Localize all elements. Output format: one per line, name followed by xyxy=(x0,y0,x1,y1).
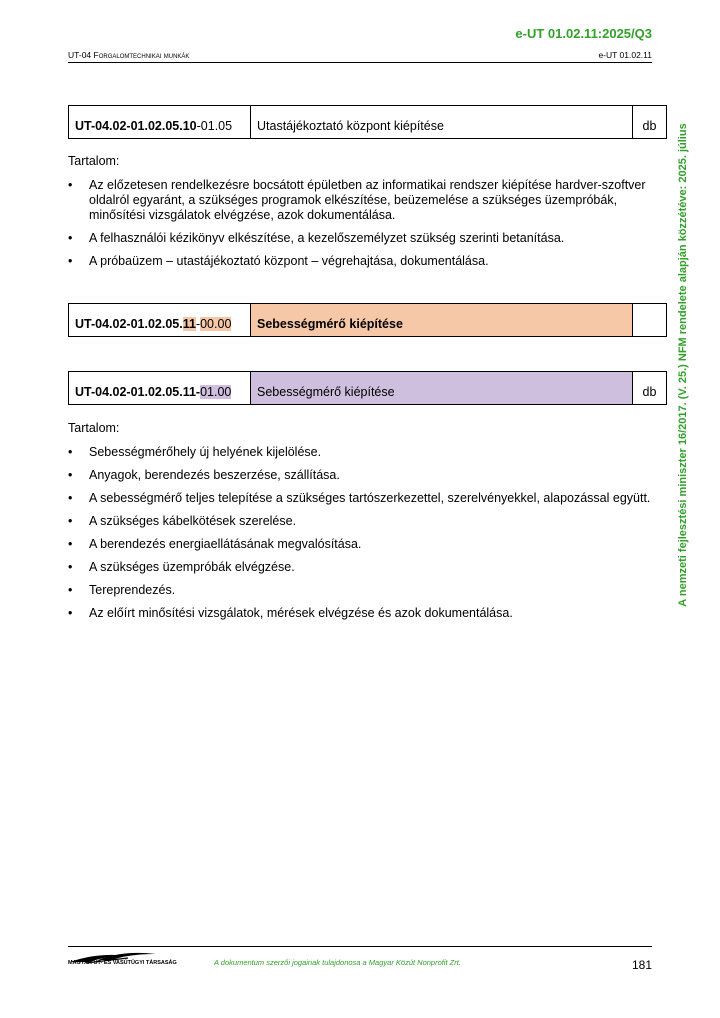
item-code-suffix: -01.05 xyxy=(196,119,233,133)
content-list-1 xyxy=(68,178,653,269)
item-row-3 xyxy=(68,371,667,405)
item-unit-cell xyxy=(633,304,666,336)
society-logo-text: MAGYAR ÚT- ÉS VASÚTÜGYI TÁRSASÁG xyxy=(68,960,177,966)
list-item: • A felhasználói kézikönyv elkészítése, a kezelőszemélyzet szükség szerinti betanítása. xyxy=(68,231,653,246)
item-title: Sebességmérő kiépítése xyxy=(257,317,403,331)
item-title-cell xyxy=(251,106,633,138)
item-title-cell xyxy=(251,304,633,336)
item-code-main: UT-04.02-01.02.05. xyxy=(75,317,183,331)
item-code-suffix: 00.00 xyxy=(200,317,232,331)
list-item: • A szükséges kábelkötések szerelése. xyxy=(68,514,653,529)
running-header xyxy=(68,50,652,63)
list-item: • Tereprendezés. xyxy=(68,583,653,598)
list-item: • A próbaüzem – utastájékoztató központ – végrehajtása, dokumentálása. xyxy=(68,254,653,269)
item-title: Utastájékoztató központ kiépítése xyxy=(257,119,444,133)
item-unit-cell xyxy=(633,372,666,404)
item-code-suffix: 01.00 xyxy=(200,385,232,399)
item-unit: db xyxy=(642,385,657,399)
list-item: • Az előírt minősítési vizsgálatok, mérések elvégzése és azok dokumentálása. xyxy=(68,606,653,621)
side-note-text: A nemzeti fejlesztési miniszter 16/2017. (V. 25.) NFM rendelete alapján közzétéve: 2025. július xyxy=(677,123,689,607)
item-title: Sebességmérő kiépítése xyxy=(257,385,395,399)
list-item: • Az előzetesen rendelkezésre bocsátott épületben az informatikai rendszer kiépítése hardver-szoftver oldalról egyaránt, a szükséges programok elkészítése, beüzemelése a szükséges üzempróbák, minősítési vizsgálatok elvégzése, azok dokumentálása. xyxy=(68,178,653,223)
copyright-notice: A dokumentum szerzői jogainak tulajdonosa a Magyar Közút Nonprofit Zrt. xyxy=(214,958,461,967)
list-item: • A sebességmérő teljes telepítése a szükséges tartószerkezettel, szerelvényekkel, alapozással együtt. xyxy=(68,491,653,506)
header-section-title: UT-04 Forgalomtechnikai munkák xyxy=(68,50,190,60)
item-unit-cell xyxy=(633,106,666,138)
item-code-main: UT-04.02-01.02.05.11- xyxy=(75,385,201,399)
content-list-3 xyxy=(68,445,653,621)
item-title-cell xyxy=(251,372,633,404)
page-number: 181 xyxy=(631,958,652,972)
list-item: • Sebességmérőhely új helyének kijelölése. xyxy=(68,445,653,460)
list-item: • Anyagok, berendezés beszerzése, szállítása. xyxy=(68,468,653,483)
header-doc-ref: e-UT 01.02.11 xyxy=(598,50,652,60)
item-code-main: UT-04.02-01.02.05.10 xyxy=(75,119,197,133)
item-row-2 xyxy=(68,303,667,337)
item-code-cell xyxy=(69,372,251,404)
list-item: • A szükséges üzempróbák elvégzése. xyxy=(68,560,653,575)
item-unit: db xyxy=(642,119,657,133)
item-row-1 xyxy=(68,105,667,139)
item-code-cell xyxy=(69,304,251,336)
content-label: Tartalom: xyxy=(68,154,120,168)
footer-divider xyxy=(68,946,652,947)
content-label: Tartalom: xyxy=(68,421,120,435)
item-code-dash: - xyxy=(195,317,201,331)
item-code-highlight: 11 xyxy=(182,317,196,331)
item-code-cell xyxy=(69,106,251,138)
document-code: e-UT 01.02.11:2025/Q3 xyxy=(515,26,652,41)
list-item: • A berendezés energiaellátásának megvalósítása. xyxy=(68,537,653,552)
side-publication-note xyxy=(674,100,692,630)
